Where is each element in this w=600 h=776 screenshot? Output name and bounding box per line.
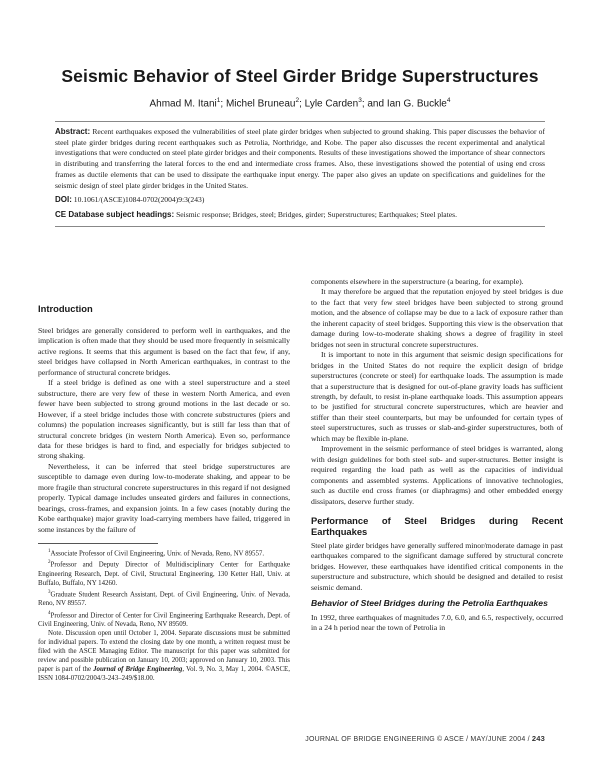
body-paragraph: Steel plate girder bridges have generally suffered minor/moderate damage in past earthquakes compared to the significant damage suffered by structural concrete bridges. However, these earthquakes have identified critical components in the superstructure and substructure, which should be designed and detailed to resist seismic demand. [311,540,563,592]
subject-headings-text: Seismic response; Bridges, steel; Bridges, girder; Superstructures; Earthquakes; Steel plates. [176,209,457,219]
body-paragraph: It may therefore be argued that the reputation enjoyed by steel bridges is due to the fact that very few steel bridges have been subjected to strong ground motion, and the absence of collapse may be due to a lack of exposure rather than the inherent capacity of steel bridges. Supporting this view is the observation that damage during low-to-moderate shaking shows a degree of fragility in steel bridges not seen in structural concrete superstructures. [311,287,563,349]
author-name: Michel Bruneau [225,98,296,110]
footer-journal: JOURNAL OF BRIDGE ENGINEERING © ASCE / MAY/JUNE 2004 / [305,736,530,743]
page-number: 243 [531,734,545,743]
abstract-label: Abstract: [55,127,91,136]
doi-label: DOI: [55,195,72,205]
author-conjunction: and [367,98,385,110]
subject-headings-line [55,210,545,221]
section-heading-introduction: Introduction [38,303,93,314]
author-separator: ; [361,98,365,110]
author-affiliation-mark: 2 [295,97,300,104]
body-paragraph: Nevertheless, it can be inferred that steel bridge superstructures are susceptible to damage even during low-to-moderate shaking, and appear to be more fragile than structural concrete superstructures in this regard if not designed properly. Typical damage includes unseated girders and failures in connections, bearings, cross-frames, and expansion joints. In a few cases (notably during the Kobe earthquake) major gravity load-carrying members have failed, triggered in some instances by the failure of [38,461,290,534]
author-affiliation-mark: 1 [216,97,221,104]
doi-line [55,195,545,206]
abstract-paragraph [55,127,545,191]
author-line [0,97,600,109]
body-paragraph: components elsewhere in the superstructure (a bearing, for example). [311,277,524,286]
body-paragraph: Improvement in the seismic performance of steel bridges is warranted, along with design guidelines for both steel sub- and super-structures. Better insight is required regarding the load path as well as the capacities of individual components and assembled systems. Applications of innovative technologies, such as ductile end cross frames (or diaphragms) and other embedded energy dissipators, deserve further study. [311,444,563,506]
author-affiliation-mark: 4 [446,97,451,104]
footnote [38,609,290,629]
paper-title: Seismic Behavior of Steel Girder Bridge Superstructures [61,66,539,86]
footnote-text: Professor and Deputy Director of Multidisciplinary Center for Earthquake Engineering Research, Dept. of Civil, Structural Engineering, 130 Ketter Hall, Univ. at Buffalo, Buffalo, NY 14260. [38,561,290,587]
section-heading-performance: Performance of Steel Bridges during Recent Earthquakes [311,514,563,537]
left-column [38,277,290,684]
footnote-divider [38,543,158,544]
abstract-text: Recent earthquakes exposed the vulnerabilities of steel plate girder bridges when subjected to ground shaking. This paper discusses the behavior of steel plate girder bridges during recent earthquakes such as Petrolia, Northridge, and Kobe. The paper also discusses the recent experimental and analytical investigations that were conducted on steel plate girder bridges and their components. Results of these investigations showed the importance of shear connectors in distributing and transferring the lateral forces to the end and intermediate cross frames. Also, these investigations showed the potential of using end cross frames as ductile elements that can be used to dissipate the earthquake input energy. The paper also gives an update on specifications and guidelines for the seismic design of steel plate girder bridges in the United States. [55,127,545,190]
footnote-mark: 2 [48,560,51,566]
body-paragraph: In 1992, three earthquakes of magnitudes 7.0, 6.0, and 6.5, respectively, occurred in a 24 h period near the town of Petrolia in [311,612,563,633]
footnote-text: Associate Professor of Civil Engineering, Univ. of Nevada, Reno, NV 89557. [50,550,265,558]
footnote-mark: 3 [48,590,51,596]
footnote [38,588,290,608]
author-name: Lyle Carden [304,98,359,110]
author-name: Ian G. Buckle [386,98,447,110]
journal-name: Journal of Bridge Engineering [93,666,183,674]
author-affiliation-mark: 3 [358,97,362,104]
footnote-mark: 1 [48,549,51,555]
body-paragraph: Steel bridges are generally considered to perform well in earthquakes, and the implication is often made that they should be used more frequently in seismically active regions. It seems that this argument is based on the fact that few, if any, steel bridges have collapsed in North American earthquakes, in contrast to the performance of structural concrete bridges. [38,326,290,377]
footnote [38,558,290,588]
author-separator: ; [220,98,224,110]
author-name: Ahmad M. Itani [149,98,217,110]
page-footer [290,734,545,743]
body-paragraph: It is important to note in this argument that seismic design specifications for bridges in the United States do not require the explicit design of bridge superstructures (concrete or steel) for earthquake loads. The assumption is made that a superstructure that is designed for out-of-plane gravity loads has sufficient strength, by default, to resist in-plane earthquake loads. This assumption appears to be justified for structural concrete superstructures, which are heavier and stiffer than their steel counterparts, but may be unfounded for certain types of steel superstructures, such as trusses or slab-and-girder superstructures, both of which may be flexible in-plane. [311,350,563,443]
footnote [38,547,290,558]
publication-note [38,629,290,684]
footnote-mark: 4 [48,610,51,616]
note-tail: , Vol. 9, No. 3, May 1, 2004. ©ASCE, ISSN 1084-0702/2004/3-243–249/$18.00. [38,666,290,683]
subsection-heading-petrolia: Behavior of Steel Bridges during the Petrolia Earthquakes [311,598,548,609]
footnote-text: Graduate Student Research Assistant, Dept. of Civil Engineering, Univ. of Nevada, Reno, NV 89557. [38,591,290,608]
author-separator: ; [299,98,302,110]
footnote-text: Professor and Director of Center for Civil Engineering Earthquake Research, Dept. of Civil Engineering, Univ. of Nevada, Reno, NV 89509. [38,611,290,628]
doi-link[interactable]: 10.1061/(ASCE)1084-0702(2004)9:3(243) [73,195,205,205]
body-paragraph: If a steel bridge is defined as one with a steel superstructure and a steel substructure, there are very few of these in western North America, and even fewer have been subjected to strong ground motions in the last decade or so. However, if a steel bridge includes those with concrete substructures (piers and columns) the population increases significantly, but is still far less than that of structural concrete bridges (in western North America). Even so, performance data for these bridges is hard to find, and especially for bridges subjected to strong shaking. [38,378,290,461]
right-column [311,277,563,634]
note-text: Note. Discussion open until October 1, 2004. Separate discussions must be submitted for individual papers. To extend the closing date by one month, a written request must be filed with the ASCE Managing Editor. The manuscript for this paper was submitted for review and possible publication on January 10, 2003; approved on January 10, 2003. This paper is part of the [38,630,290,674]
subject-headings-label: CE Database subject headings: [55,209,175,219]
abstract-block [55,121,545,227]
